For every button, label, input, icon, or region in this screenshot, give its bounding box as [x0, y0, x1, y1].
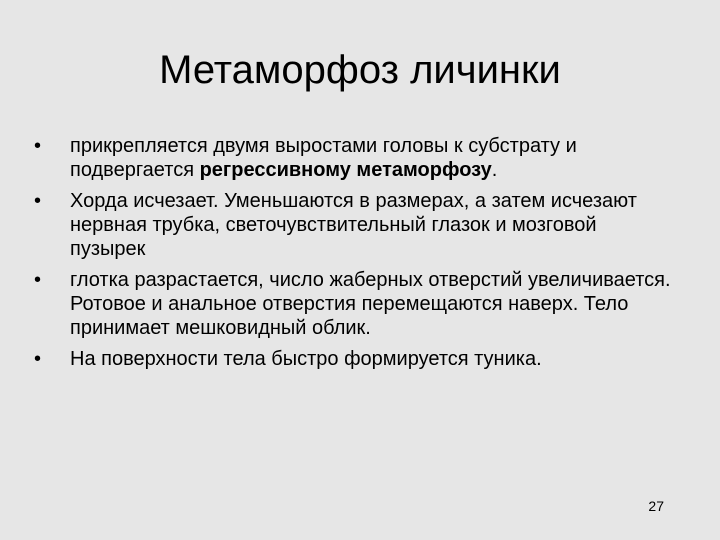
page-number: 27	[648, 498, 664, 514]
bullet-list	[34, 134, 674, 378]
bullet-text-1-bold: регрессивному метаморфозу	[199, 159, 492, 181]
bullet-item-2	[34, 189, 674, 261]
bullet-text-3: глотка разрастается, число жаберных отверстий увеличивается. Ротовое и анальное отверстия перемещаются наверх. Тело принимает мешковидный облик.	[70, 269, 671, 339]
bullet-item-4	[34, 347, 674, 371]
bullet-marker: •	[34, 269, 42, 291]
bullet-text-2: Хорда исчезает. Уменьшаются в размерах, а затем исчезают нервная трубка, светочувствительный глазок и мозговой пузырек	[70, 190, 637, 260]
slide-title: Метаморфоз личинки	[159, 48, 561, 92]
bullet-text-1-start: прикрепляется двумя выростами головы к субстрату и подвергается	[70, 135, 577, 181]
bullet-text-1-end: .	[491, 159, 498, 181]
bullet-item-3	[34, 268, 674, 340]
bullet-marker: •	[34, 135, 42, 157]
bullet-text-4: На поверхности тела быстро формируется туника.	[70, 348, 542, 370]
bullet-item-1	[34, 134, 674, 182]
bullet-marker: •	[34, 348, 42, 370]
bullet-marker: •	[34, 190, 42, 212]
